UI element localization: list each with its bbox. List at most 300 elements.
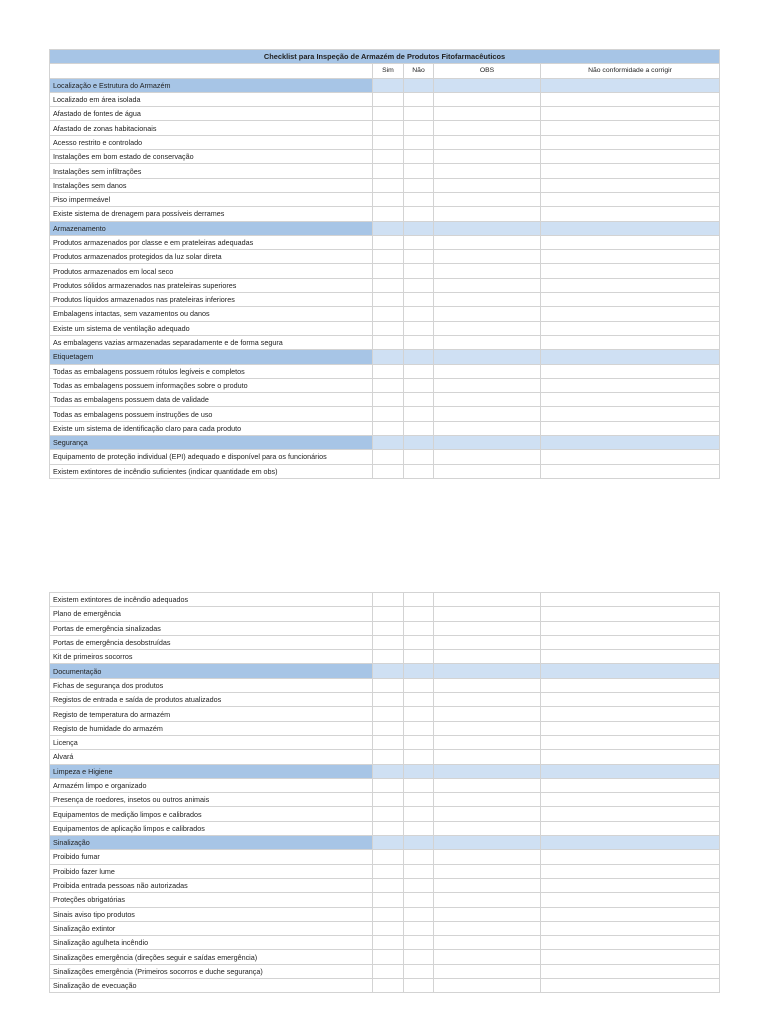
- obs-cell[interactable]: [434, 807, 541, 821]
- nao-cell[interactable]: [404, 607, 434, 621]
- nao-cell[interactable]: [404, 321, 434, 335]
- sim-cell[interactable]: [373, 150, 404, 164]
- checklist-item-label: Existem extintores de incêndio suficientes (indicar quantidade em obs): [50, 464, 373, 478]
- obs-cell[interactable]: [434, 950, 541, 964]
- checklist-item-label: As embalagens vazias armazenadas separadamente e de forma segura: [50, 335, 373, 349]
- checklist-item-label: Sinais aviso tipo produtos: [50, 907, 373, 921]
- checklist-item-label: Sinalizações emergência (direções seguir e saídas emergência): [50, 950, 373, 964]
- correction-cell[interactable]: [541, 950, 720, 964]
- section-cell: [373, 221, 404, 235]
- correction-cell[interactable]: [541, 650, 720, 664]
- sim-cell[interactable]: [373, 335, 404, 349]
- correction-cell[interactable]: [541, 750, 720, 764]
- checklist-item-label: Alvará: [50, 750, 373, 764]
- obs-cell[interactable]: [434, 278, 541, 292]
- correction-cell[interactable]: [541, 450, 720, 464]
- sim-cell[interactable]: [373, 979, 404, 993]
- section-cell: [404, 664, 434, 678]
- obs-cell[interactable]: [434, 164, 541, 178]
- checklist-item-label: Instalações sem danos: [50, 178, 373, 192]
- sim-cell[interactable]: [373, 421, 404, 435]
- correction-cell[interactable]: [541, 464, 720, 478]
- obs-cell[interactable]: [434, 921, 541, 935]
- sim-cell[interactable]: [373, 135, 404, 149]
- section-cell: [541, 664, 720, 678]
- obs-cell[interactable]: [434, 907, 541, 921]
- nao-cell[interactable]: [404, 121, 434, 135]
- checklist-item-row: [50, 264, 720, 278]
- section-cell: [373, 836, 404, 850]
- sim-cell[interactable]: [373, 907, 404, 921]
- sim-cell[interactable]: [373, 278, 404, 292]
- sim-cell[interactable]: [373, 250, 404, 264]
- section-cell: [434, 836, 541, 850]
- checklist-item-row: [50, 793, 720, 807]
- sim-cell[interactable]: [373, 821, 404, 835]
- checklist-item-row: [50, 450, 720, 464]
- checklist-item-row: [50, 464, 720, 478]
- obs-cell[interactable]: [434, 450, 541, 464]
- checklist-item-label: Todas as embalagens possuem rótulos legíveis e completos: [50, 364, 373, 378]
- nao-cell[interactable]: [404, 921, 434, 935]
- checklist-item-label: Localizado em área isolada: [50, 92, 373, 106]
- nao-cell[interactable]: [404, 450, 434, 464]
- correction-cell[interactable]: [541, 693, 720, 707]
- sim-cell[interactable]: [373, 750, 404, 764]
- correction-cell[interactable]: [541, 864, 720, 878]
- checklist-item-row: [50, 593, 720, 607]
- section-cell: [434, 664, 541, 678]
- checklist-item-label: Produtos armazenados protegidos da luz solar direta: [50, 250, 373, 264]
- section-cell: [541, 836, 720, 850]
- checklist-item-label: Todas as embalagens possuem informações sobre o produto: [50, 378, 373, 392]
- correction-cell[interactable]: [541, 178, 720, 192]
- nao-cell[interactable]: [404, 807, 434, 821]
- obs-cell[interactable]: [434, 307, 541, 321]
- correction-cell[interactable]: [541, 335, 720, 349]
- obs-cell[interactable]: [434, 150, 541, 164]
- checklist-item-row: [50, 964, 720, 978]
- obs-cell[interactable]: [434, 707, 541, 721]
- nao-cell[interactable]: [404, 907, 434, 921]
- sim-cell[interactable]: [373, 107, 404, 121]
- nao-cell[interactable]: [404, 178, 434, 192]
- checklist-item-row: [50, 893, 720, 907]
- checklist-item-row: [50, 378, 720, 392]
- correction-cell[interactable]: [541, 878, 720, 892]
- sim-cell[interactable]: [373, 464, 404, 478]
- sim-cell[interactable]: [373, 650, 404, 664]
- checklist-item-row: [50, 807, 720, 821]
- checklist-item-label: Licença: [50, 735, 373, 749]
- checklist-item-label: Proteções obrigatórias: [50, 893, 373, 907]
- sim-cell[interactable]: [373, 264, 404, 278]
- sim-cell[interactable]: [373, 293, 404, 307]
- nao-cell[interactable]: [404, 421, 434, 435]
- section-cell: [404, 836, 434, 850]
- nao-cell[interactable]: [404, 721, 434, 735]
- section-label: Documentação: [50, 664, 373, 678]
- obs-cell[interactable]: [434, 593, 541, 607]
- nao-cell[interactable]: [404, 936, 434, 950]
- title-row: [50, 50, 720, 64]
- checklist-item-row: [50, 635, 720, 649]
- section-cell: [404, 764, 434, 778]
- checklist-item-row: [50, 178, 720, 192]
- obs-cell[interactable]: [434, 735, 541, 749]
- obs-cell[interactable]: [434, 407, 541, 421]
- checklist-item-label: Piso impermeável: [50, 192, 373, 206]
- nao-cell[interactable]: [404, 207, 434, 221]
- sim-cell[interactable]: [373, 178, 404, 192]
- obs-cell[interactable]: [434, 750, 541, 764]
- correction-cell[interactable]: [541, 964, 720, 978]
- sim-cell[interactable]: [373, 707, 404, 721]
- nao-cell[interactable]: [404, 750, 434, 764]
- checklist-item-label: Equipamentos de aplicação limpos e calibrados: [50, 821, 373, 835]
- nao-cell[interactable]: [404, 150, 434, 164]
- correction-cell[interactable]: [541, 393, 720, 407]
- obs-cell[interactable]: [434, 421, 541, 435]
- nao-cell[interactable]: [404, 278, 434, 292]
- checklist-item-label: Proibida entrada pessoas não autorizadas: [50, 878, 373, 892]
- correction-cell[interactable]: [541, 164, 720, 178]
- correction-cell[interactable]: [541, 107, 720, 121]
- obs-cell[interactable]: [434, 464, 541, 478]
- checklist-item-label: Embalagens intactas, sem vazamentos ou danos: [50, 307, 373, 321]
- nao-cell[interactable]: [404, 135, 434, 149]
- nao-cell[interactable]: [404, 650, 434, 664]
- obs-cell[interactable]: [434, 107, 541, 121]
- obs-cell[interactable]: [434, 979, 541, 993]
- correction-cell[interactable]: [541, 621, 720, 635]
- nao-cell[interactable]: [404, 707, 434, 721]
- checklist-item-label: Existe um sistema de identificação claro para cada produto: [50, 421, 373, 435]
- checklist-item-label: Equipamento de proteção individual (EPI) adequado e disponível para os funcionários: [50, 450, 373, 464]
- checklist-item-row: [50, 250, 720, 264]
- nao-cell[interactable]: [404, 950, 434, 964]
- checklist-item-label: Todas as embalagens possuem instruções de uso: [50, 407, 373, 421]
- obs-cell[interactable]: [434, 635, 541, 649]
- nao-cell[interactable]: [404, 364, 434, 378]
- section-label: Armazenamento: [50, 221, 373, 235]
- checklist-item-row: [50, 335, 720, 349]
- checklist-table-page-2: [49, 592, 720, 993]
- sim-cell[interactable]: [373, 778, 404, 792]
- obs-cell[interactable]: [434, 264, 541, 278]
- correction-cell[interactable]: [541, 135, 720, 149]
- nao-cell[interactable]: [404, 393, 434, 407]
- obs-cell[interactable]: [434, 235, 541, 249]
- nao-cell[interactable]: [404, 464, 434, 478]
- nao-cell[interactable]: [404, 693, 434, 707]
- section-row: [50, 664, 720, 678]
- checklist-item-row: [50, 278, 720, 292]
- sim-cell[interactable]: [373, 678, 404, 692]
- checklist-item-row: [50, 707, 720, 721]
- checklist-item-label: Afastado de fontes de água: [50, 107, 373, 121]
- checklist-item-row: [50, 393, 720, 407]
- obs-cell[interactable]: [434, 192, 541, 206]
- sim-cell[interactable]: [373, 878, 404, 892]
- nao-cell[interactable]: [404, 850, 434, 864]
- checklist-item-row: [50, 92, 720, 106]
- sim-cell[interactable]: [373, 621, 404, 635]
- checklist-item-row: [50, 650, 720, 664]
- section-label: Limpeza e Higiene: [50, 764, 373, 778]
- correction-cell[interactable]: [541, 707, 720, 721]
- correction-cell[interactable]: [541, 407, 720, 421]
- checklist-item-label: Produtos armazenados por classe e em prateleiras adequadas: [50, 235, 373, 249]
- sim-cell[interactable]: [373, 407, 404, 421]
- sim-cell[interactable]: [373, 321, 404, 335]
- checklist-item-row: [50, 721, 720, 735]
- sim-cell[interactable]: [373, 192, 404, 206]
- checklist-item-label: Armazém limpo e organizado: [50, 778, 373, 792]
- nao-cell[interactable]: [404, 264, 434, 278]
- checklist-item-label: Sinalização extintor: [50, 921, 373, 935]
- correction-cell[interactable]: [541, 150, 720, 164]
- sim-cell[interactable]: [373, 721, 404, 735]
- sim-cell[interactable]: [373, 121, 404, 135]
- section-cell: [541, 436, 720, 450]
- sim-cell[interactable]: [373, 950, 404, 964]
- checklist-item-row: [50, 950, 720, 964]
- sim-cell[interactable]: [373, 793, 404, 807]
- section-cell: [373, 664, 404, 678]
- section-cell: [373, 436, 404, 450]
- obs-cell[interactable]: [434, 864, 541, 878]
- sim-cell[interactable]: [373, 964, 404, 978]
- obs-cell[interactable]: [434, 678, 541, 692]
- correction-cell[interactable]: [541, 593, 720, 607]
- sim-cell[interactable]: [373, 864, 404, 878]
- correction-cell[interactable]: [541, 293, 720, 307]
- section-cell: [404, 436, 434, 450]
- nao-cell[interactable]: [404, 979, 434, 993]
- obs-cell[interactable]: [434, 850, 541, 864]
- nao-cell[interactable]: [404, 878, 434, 892]
- correction-cell[interactable]: [541, 364, 720, 378]
- nao-cell[interactable]: [404, 293, 434, 307]
- obs-cell[interactable]: [434, 936, 541, 950]
- correction-cell[interactable]: [541, 264, 720, 278]
- checklist-item-row: [50, 107, 720, 121]
- checklist-item-label: Instalações em bom estado de conservação: [50, 150, 373, 164]
- checklist-item-label: Equipamentos de medição limpos e calibrados: [50, 807, 373, 821]
- correction-cell[interactable]: [541, 421, 720, 435]
- obs-cell[interactable]: [434, 650, 541, 664]
- checklist-item-row: [50, 979, 720, 993]
- nao-cell[interactable]: [404, 407, 434, 421]
- correction-cell[interactable]: [541, 735, 720, 749]
- nao-cell[interactable]: [404, 635, 434, 649]
- checklist-item-label: Existe um sistema de ventilação adequado: [50, 321, 373, 335]
- sim-cell[interactable]: [373, 307, 404, 321]
- nao-cell[interactable]: [404, 735, 434, 749]
- correction-cell[interactable]: [541, 121, 720, 135]
- nao-cell[interactable]: [404, 92, 434, 106]
- obs-cell[interactable]: [434, 621, 541, 635]
- section-label: Localização e Estrutura do Armazém: [50, 78, 373, 92]
- correction-cell[interactable]: [541, 678, 720, 692]
- nao-cell[interactable]: [404, 893, 434, 907]
- sim-cell[interactable]: [373, 807, 404, 821]
- checklist-item-row: [50, 364, 720, 378]
- obs-cell[interactable]: [434, 607, 541, 621]
- correction-cell[interactable]: [541, 893, 720, 907]
- nao-cell[interactable]: [404, 307, 434, 321]
- checklist-item-row: [50, 678, 720, 692]
- section-cell: [434, 764, 541, 778]
- sim-cell[interactable]: [373, 164, 404, 178]
- sim-cell[interactable]: [373, 936, 404, 950]
- correction-cell[interactable]: [541, 92, 720, 106]
- checklist-item-label: Sinalização de evecuação: [50, 979, 373, 993]
- obs-cell[interactable]: [434, 793, 541, 807]
- sim-cell[interactable]: [373, 450, 404, 464]
- checklist-item-label: Todas as embalagens possuem data de validade: [50, 393, 373, 407]
- checklist-item-label: Presença de roedores, insetos ou outros animais: [50, 793, 373, 807]
- obs-cell[interactable]: [434, 92, 541, 106]
- nao-cell[interactable]: [404, 250, 434, 264]
- obs-cell[interactable]: [434, 293, 541, 307]
- correction-cell[interactable]: [541, 635, 720, 649]
- checklist-item-row: [50, 921, 720, 935]
- correction-cell[interactable]: [541, 793, 720, 807]
- checklist-item-row: [50, 907, 720, 921]
- correction-cell[interactable]: [541, 721, 720, 735]
- checklist-title: Checklist para Inspeção de Armazém de Produtos Fitofarmacêuticos: [50, 50, 720, 64]
- obs-cell[interactable]: [434, 321, 541, 335]
- checklist-item-label: Plano de emergência: [50, 607, 373, 621]
- obs-cell[interactable]: [434, 821, 541, 835]
- correction-cell[interactable]: [541, 607, 720, 621]
- sim-cell[interactable]: [373, 393, 404, 407]
- checklist-item-row: [50, 207, 720, 221]
- nao-cell[interactable]: [404, 793, 434, 807]
- obs-cell[interactable]: [434, 393, 541, 407]
- section-label: Segurança: [50, 436, 373, 450]
- checklist-item-label: Proibido fumar: [50, 850, 373, 864]
- obs-cell[interactable]: [434, 964, 541, 978]
- obs-cell[interactable]: [434, 178, 541, 192]
- sim-cell[interactable]: [373, 378, 404, 392]
- correction-cell[interactable]: [541, 278, 720, 292]
- sim-cell[interactable]: [373, 893, 404, 907]
- section-cell: [541, 350, 720, 364]
- obs-cell[interactable]: [434, 778, 541, 792]
- nao-cell[interactable]: [404, 164, 434, 178]
- section-cell: [541, 78, 720, 92]
- nao-cell[interactable]: [404, 621, 434, 635]
- obs-cell[interactable]: [434, 121, 541, 135]
- checklist-item-label: Sinalizações emergência (Primeiros socorros e duche segurança): [50, 964, 373, 978]
- nao-cell[interactable]: [404, 964, 434, 978]
- nao-cell[interactable]: [404, 864, 434, 878]
- correction-cell[interactable]: [541, 821, 720, 835]
- correction-cell[interactable]: [541, 235, 720, 249]
- checklist-item-label: Produtos líquidos armazenados nas prateleiras inferiores: [50, 293, 373, 307]
- correction-cell[interactable]: [541, 378, 720, 392]
- sim-cell[interactable]: [373, 92, 404, 106]
- obs-cell[interactable]: [434, 693, 541, 707]
- sim-cell[interactable]: [373, 635, 404, 649]
- correction-cell[interactable]: [541, 850, 720, 864]
- obs-cell[interactable]: [434, 878, 541, 892]
- correction-cell[interactable]: [541, 250, 720, 264]
- obs-cell[interactable]: [434, 378, 541, 392]
- correction-cell[interactable]: [541, 979, 720, 993]
- sim-cell[interactable]: [373, 593, 404, 607]
- correction-cell[interactable]: [541, 936, 720, 950]
- section-label: Etiquetagem: [50, 350, 373, 364]
- obs-cell[interactable]: [434, 135, 541, 149]
- correction-cell[interactable]: [541, 807, 720, 821]
- obs-cell[interactable]: [434, 721, 541, 735]
- checklist-item-row: [50, 607, 720, 621]
- section-row: [50, 436, 720, 450]
- checklist-item-label: Registo de temperatura do armazém: [50, 707, 373, 721]
- checklist-item-row: [50, 878, 720, 892]
- sim-cell[interactable]: [373, 693, 404, 707]
- section-row: [50, 221, 720, 235]
- section-cell: [434, 78, 541, 92]
- nao-cell[interactable]: [404, 678, 434, 692]
- nao-cell[interactable]: [404, 778, 434, 792]
- obs-cell[interactable]: [434, 335, 541, 349]
- nao-cell[interactable]: [404, 378, 434, 392]
- checklist-item-row: [50, 321, 720, 335]
- sim-cell[interactable]: [373, 235, 404, 249]
- checklist-item-row: [50, 293, 720, 307]
- obs-cell[interactable]: [434, 364, 541, 378]
- checklist-item-label: Fichas de segurança dos produtos: [50, 678, 373, 692]
- sim-cell[interactable]: [373, 607, 404, 621]
- correction-cell[interactable]: [541, 778, 720, 792]
- correction-cell[interactable]: [541, 907, 720, 921]
- correction-cell[interactable]: [541, 192, 720, 206]
- correction-cell[interactable]: [541, 921, 720, 935]
- header-nao: Não: [404, 64, 434, 78]
- sim-cell[interactable]: [373, 207, 404, 221]
- nao-cell[interactable]: [404, 192, 434, 206]
- checklist-item-row: [50, 235, 720, 249]
- header-nao-conformidade: Não conformidade a corrigir: [541, 64, 720, 78]
- sim-cell[interactable]: [373, 364, 404, 378]
- sim-cell[interactable]: [373, 921, 404, 935]
- nao-cell[interactable]: [404, 335, 434, 349]
- header-blank: [50, 64, 373, 78]
- nao-cell[interactable]: [404, 821, 434, 835]
- correction-cell[interactable]: [541, 307, 720, 321]
- header-row: [50, 64, 720, 78]
- checklist-table-page-1: [49, 49, 720, 479]
- checklist-item-row: [50, 750, 720, 764]
- nao-cell[interactable]: [404, 593, 434, 607]
- checklist-item-row: [50, 735, 720, 749]
- sim-cell[interactable]: [373, 735, 404, 749]
- obs-cell[interactable]: [434, 893, 541, 907]
- correction-cell[interactable]: [541, 207, 720, 221]
- obs-cell[interactable]: [434, 250, 541, 264]
- obs-cell[interactable]: [434, 207, 541, 221]
- nao-cell[interactable]: [404, 107, 434, 121]
- correction-cell[interactable]: [541, 321, 720, 335]
- sim-cell[interactable]: [373, 850, 404, 864]
- nao-cell[interactable]: [404, 235, 434, 249]
- section-cell: [404, 78, 434, 92]
